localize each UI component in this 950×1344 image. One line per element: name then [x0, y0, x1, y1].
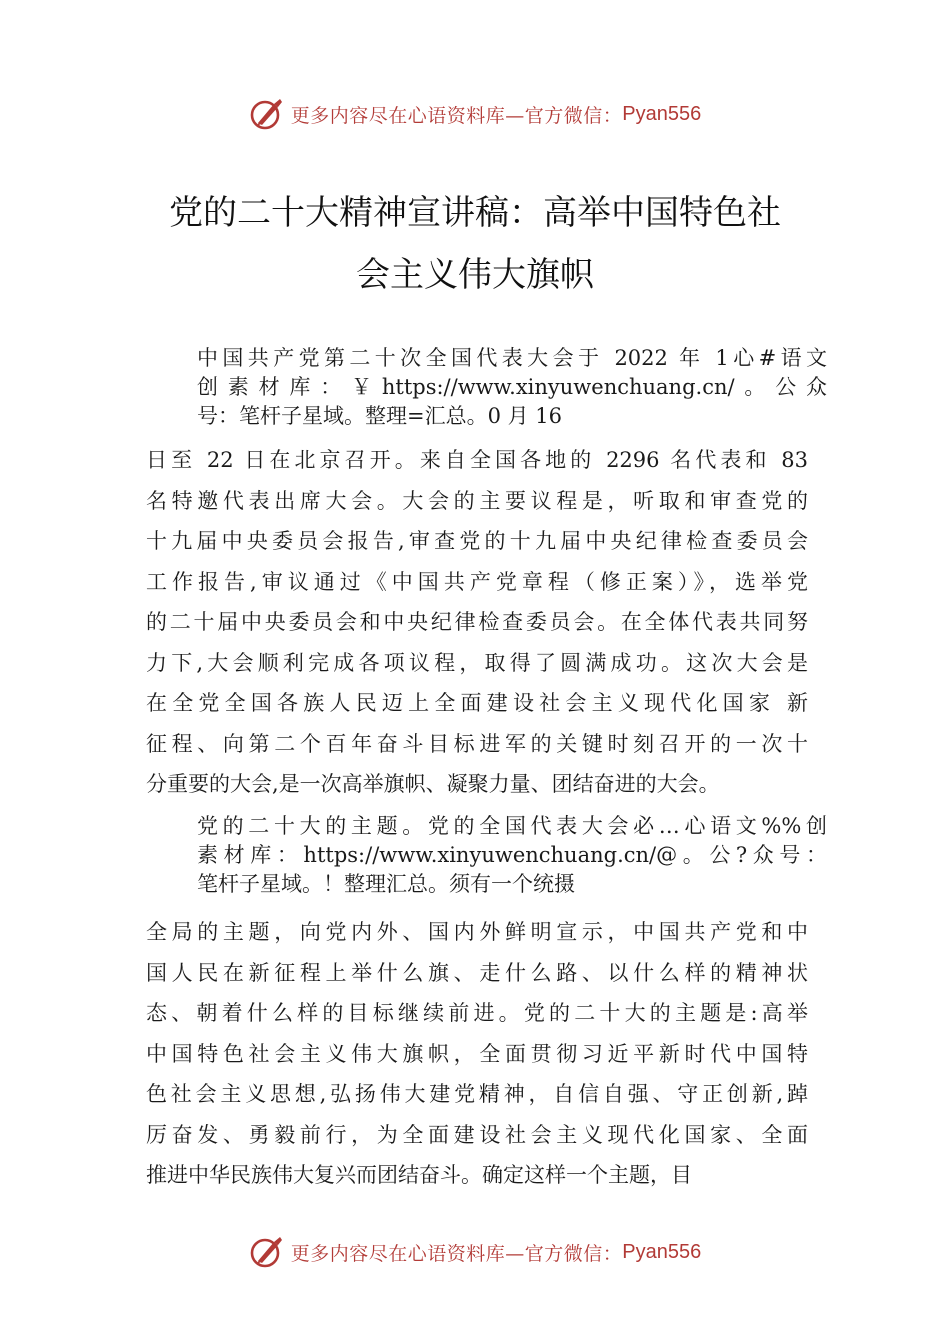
text-line: 工作报告,审议通过《中国共产党章程（修正案）》，选举党 — [146, 569, 808, 594]
watermark-banner-bottom — [0, 1232, 950, 1272]
text-line: 中国共产党第二十次全国代表大会于 2022 年 1心#语文 — [197, 346, 827, 370]
text-line: 推进中华民族伟大复兴而团结奋斗。确定这样一个主题，目 — [146, 1163, 692, 1187]
inset-text-1 — [197, 344, 827, 431]
text-line: 日至 22 日在北京召开。来自全国各地的 2296 名代表和 83 — [146, 448, 808, 472]
text-line: 征程、向第二个百年奋斗目标进军的关键时刻召开的一次十 — [146, 731, 808, 756]
inset-text-2 — [197, 812, 827, 899]
text-line: 创素材库：￥https://www.xinyuwenchuang.cn/。公众 — [197, 375, 827, 399]
text-line: 素材库：https://www.xinyuwenchuang.cn/@。公?众号： — [197, 843, 827, 867]
text-line: 力下,大会顺利完成各项议程，取得了圆满成功。这次大会是 — [146, 650, 808, 675]
text-line: 十九届中央委员会报告,审查党的十九届中央纪律检查委员会 — [146, 529, 808, 553]
text-line: 中国特色社会主义伟大旗帜，全面贯彻习近平新时代中国特 — [146, 1041, 808, 1066]
text-line: 党的二十大的主题。党的全国代表大会必…心语文%%创 — [197, 814, 827, 838]
text-line: 的二十届中央委员会和中央纪律检查委员会。在全体代表共同努 — [146, 610, 808, 634]
watermark-wechat-id: Pyan556 — [622, 1240, 702, 1263]
text-line: 在全党全国各族人民迈上全面建设社会主义现代化国家 新 — [146, 691, 808, 715]
text-line: 态、朝着什么样的目标继续前进。党的二十大的主题是:高举 — [146, 1001, 808, 1025]
text-line: 国人民在新征程上举什么旗、走什么路、以什么样的精神状 — [146, 960, 808, 985]
document-title — [110, 182, 840, 306]
watermark-text: 更多内容尽在心语资料库—官方微信： — [290, 1242, 623, 1265]
text-line: 号：笔杆子星域。整理=汇总。0 月 16 — [197, 404, 563, 428]
text-line: 色社会主义思想,弘扬伟大建党精神，自信自强、守正创新,踔 — [146, 1082, 808, 1106]
paragraph-1 — [146, 440, 808, 805]
paragraph-2 — [146, 912, 808, 1196]
watermark-banner-top — [0, 94, 950, 134]
quill-pen-logo-icon — [249, 1234, 285, 1270]
text-line: 全局的主题，向党内外、国内外鲜明宣示，中国共产党和中 — [146, 920, 808, 944]
text-line: 名特邀代表出席大会。大会的主要议程是，听取和审查党的 — [146, 488, 808, 513]
watermark-text: 更多内容尽在心语资料库—官方微信： — [290, 104, 623, 127]
quill-pen-logo-icon — [249, 96, 285, 132]
title-line: 会主义伟大旗帜 — [356, 255, 594, 295]
text-line: 分重要的大会,是一次高举旗帜、凝聚力量、团结奋进的大会。 — [146, 772, 720, 796]
title-line: 党的二十大精神宣讲稿：高举中国特色社 — [169, 193, 781, 233]
watermark-wechat-id: Pyan556 — [622, 102, 702, 125]
text-line: 笔杆子星域。！整理汇总。须有一个统摄 — [197, 872, 575, 896]
text-line: 厉奋发、勇毅前行，为全面建设社会主义现代化国家、全面 — [146, 1122, 808, 1147]
